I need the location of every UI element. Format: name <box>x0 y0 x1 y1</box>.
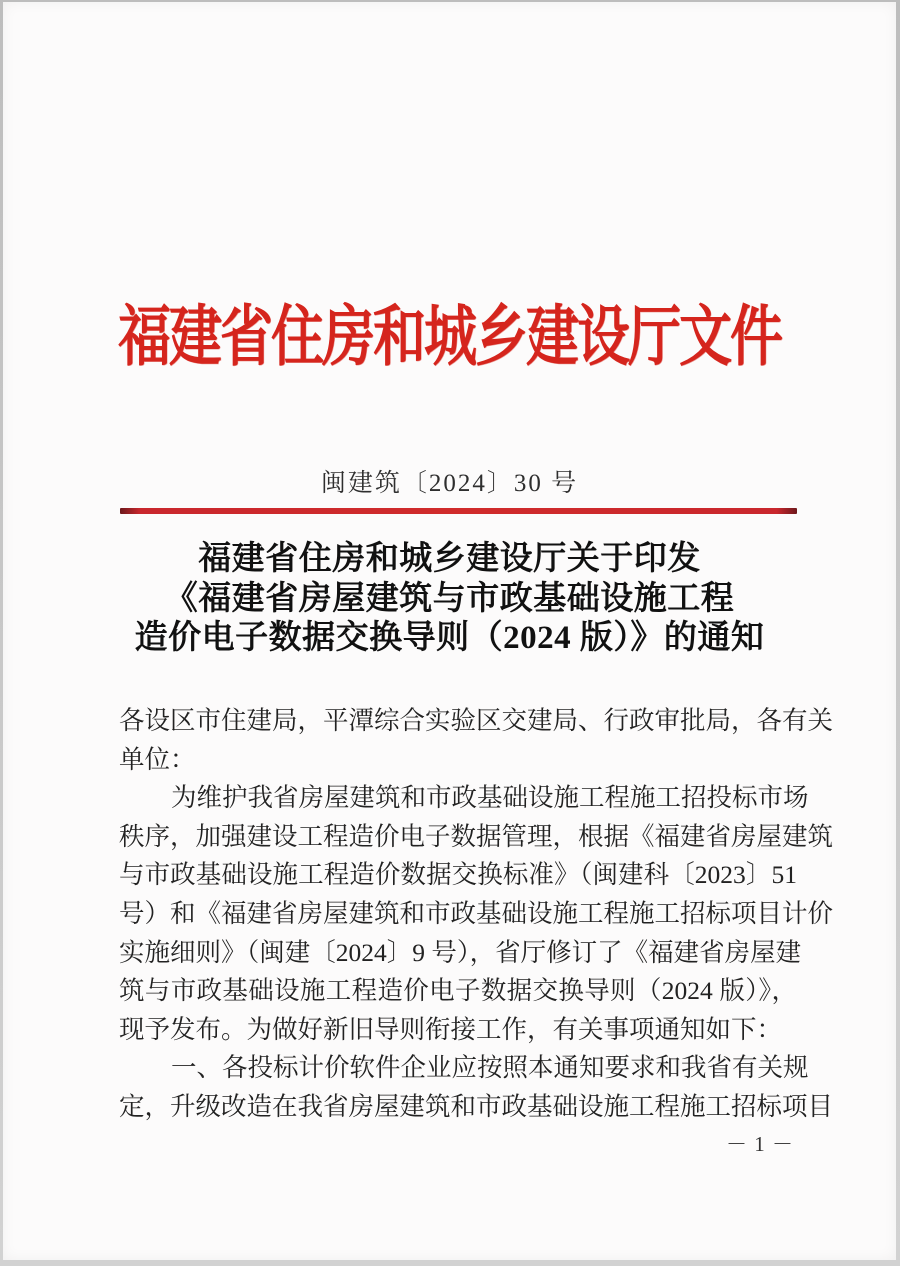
document-body <box>119 702 834 1127</box>
salutation-end: 单位： <box>119 744 196 774</box>
red-divider-rule <box>120 508 797 514</box>
salutation-line: 各设区市住建局，平潭综合实验区交建局、行政审批局，各有关 <box>119 706 834 735</box>
page-number: － 1 － <box>726 1132 794 1156</box>
body-line: 现予发布。为做好新旧导则衔接工作，有关事项通知如下： <box>119 1014 783 1044</box>
document-title <box>3 540 896 659</box>
title-line-3: 造价电子数据交换导则（2024 版）》的通知 <box>134 620 765 656</box>
body-line: 定，升级改造在我省房屋建筑和市政基础设施工程施工招标项目 <box>119 1091 834 1121</box>
document-page <box>3 2 896 1260</box>
body-line: 筑与市政基础设施工程造价电子数据交换导则（2024 版）》， <box>119 976 797 1006</box>
title-line-1: 福建省住房和城乡建设厅关于印发 <box>198 541 701 577</box>
title-line-2: 《福建省房屋建筑与市政基础设施工程 <box>164 580 735 617</box>
body-line: 实施细则》（闽建〔2024〕9 号），省厅修订了《福建省房屋建 <box>119 937 802 967</box>
body-line: 为维护我省房屋建筑和市政基础设施工程施工招投标市场 <box>171 783 809 813</box>
item-one-line: 一、各投标计价软件企业应按照本通知要求和我省有关规 <box>171 1053 809 1083</box>
red-header-banner: 福建省住房和城乡建设厅文件 <box>118 302 781 374</box>
body-line: 号）和《福建省房屋建筑和市政基础设施工程施工招标项目计价 <box>119 898 834 928</box>
body-line: 与市政基础设施工程造价数据交换标准》（闽建科〔2023〕51 <box>119 860 797 890</box>
body-line: 秩序，加强建设工程造价电子数据管理，根据《福建省房屋建筑 <box>119 821 834 851</box>
document-number: 闽建筑〔2024〕30 号 <box>320 470 579 497</box>
